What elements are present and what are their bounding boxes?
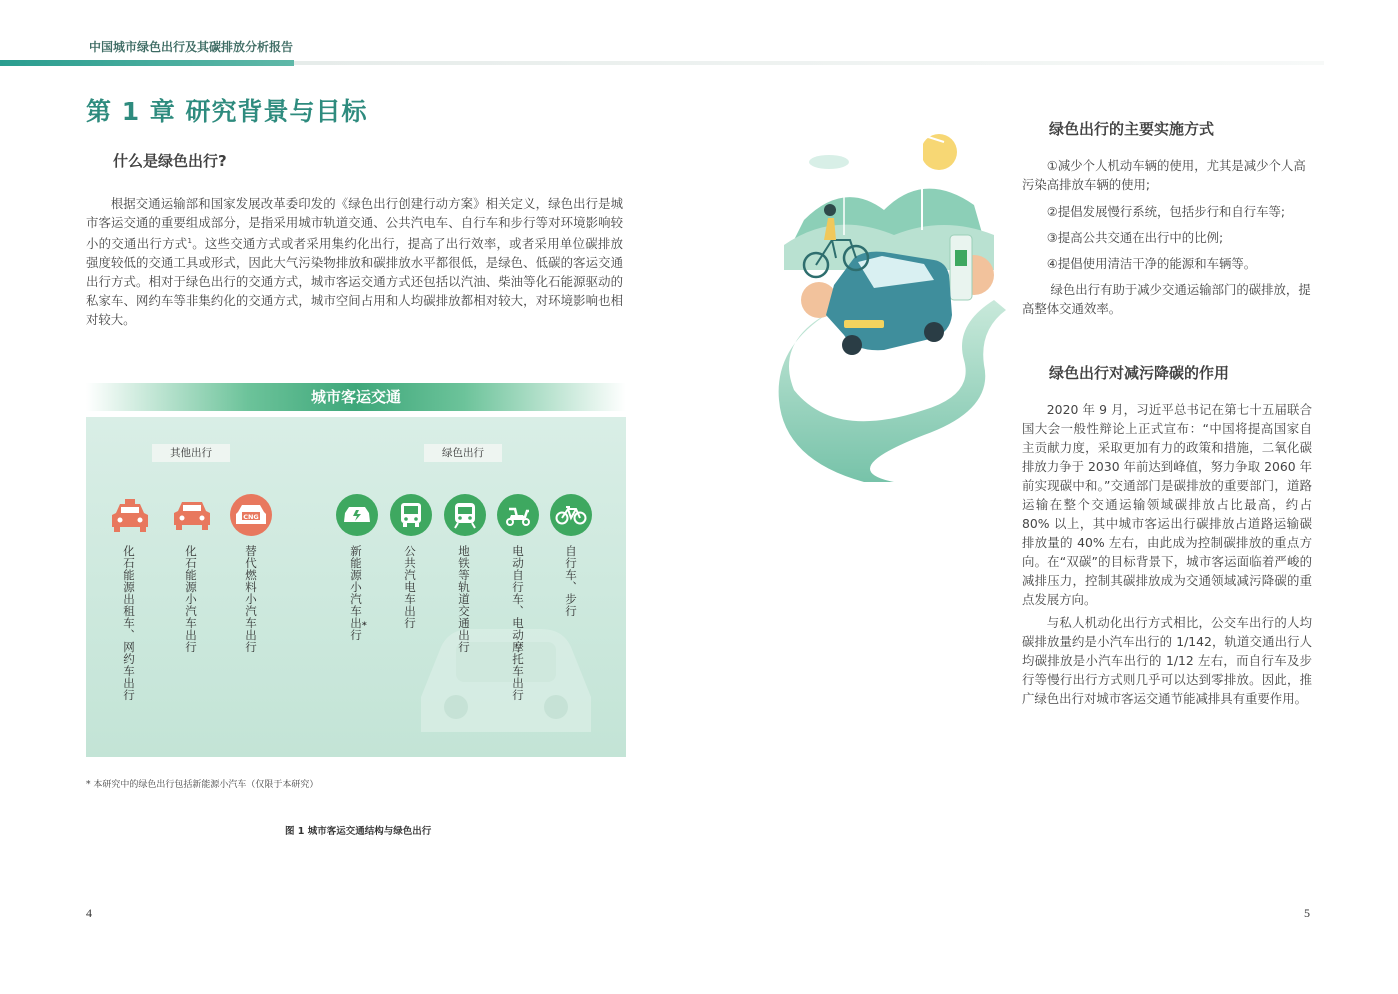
diagram-title: 城市客运交通 [86, 383, 626, 411]
ev-car-icon [336, 494, 378, 536]
label-bus: 公共汽电车出行 [403, 545, 417, 629]
report-header-title: 中国城市绿色出行及其碳排放分析报告 [89, 40, 294, 54]
background-car-icon [401, 607, 611, 747]
list-item: ③提高公共交通在出行中的比例; [1046, 230, 1224, 245]
green-travel-illustration [774, 110, 1006, 482]
list-item: ①减少个人机动车辆的使用，尤其是减少个人高污染高排放车辆的使用; [1022, 158, 1306, 192]
list-item: ④提倡使用清洁干净的能源和车辆等。 [1046, 256, 1257, 271]
category-other-travel: 其他出行 [152, 444, 230, 462]
figure-caption: 图 1 城市客运交通结构与绿色出行 [285, 826, 432, 837]
summary-text: 绿色出行有助于减少交通运输部门的碳排放，提高整体交通效率。 [1022, 282, 1311, 316]
intro-paragraph-part-b: 。这些交通方式或者采用集约化出行，提高了出行效率，或者采用单位碳排放强度较低的交通工具或形式，因此大气污染物排放和碳排放水平都很低，是绿色、低碳的客运交通出行方式。相对于绿色出行的交通方式，城市客运交通方式还包括以汽油、柴油等化石能源驱动的私家车、网约车等非集约化的交通方式，城市空间占用和人均碳排放都相对较大，对环境影响也相对较大。 [86, 236, 624, 328]
cng-label: CNG [243, 513, 259, 521]
section-title-implementation: 绿色出行的主要实施方式 [1049, 120, 1215, 138]
section-title-what-is-green-travel: 什么是绿色出行? [113, 152, 227, 170]
header-accent-bar [0, 60, 294, 66]
scooter-icon [497, 494, 539, 536]
cng-car-icon [230, 494, 272, 536]
intro-paragraph [86, 194, 623, 329]
diagram-footnote: * 本研究中的绿色出行包括新能源小汽车（仅限于本研究） [86, 780, 319, 790]
label-e-bike: 电动自行车、电动摩托车出行 [511, 545, 525, 701]
page-number-left: 4 [86, 906, 92, 920]
metro-icon [444, 494, 486, 536]
chapter-title: 第 1 章 研究背景与目标 [86, 97, 368, 126]
label-fossil-car: 化石能源小汽车出行 [184, 545, 198, 653]
bicycle-icon [550, 494, 592, 536]
label-metro: 地铁等轨道交通出行 [457, 545, 471, 653]
header-divider [294, 61, 1324, 65]
footnote-reference: 1 [187, 237, 192, 245]
section-title-carbon-reduction: 绿色出行对减污降碳的作用 [1049, 364, 1230, 382]
label-alt-fuel-car: 替代燃料小汽车出行 [244, 545, 258, 653]
intro-paragraph-part-a: 根据交通运输部和国家发展改革委印发的《绿色出行创建行动方案》相关定义，绿色出行是城市客运交通的重要组成部分，是指采用城市轨道交通、公共汽电车、自行车和步行等对环境影响较小的交通出行方式 [86, 196, 623, 252]
label-fossil-taxi: 化石能源出租车、网约车出行 [122, 545, 136, 701]
carbon-paragraph-1: 2020 年 9 月，习近平总书记在第七十五届联合国大会一般性辩论上正式宣布：“中国将提高国家自主贡献力度，采取更加有力的政策和措施，二氧化碳排放力争于 2030 年前达到峰值，努力争取 2060 年前实现碳中和。”交通部门是碳排放的重要部门，道路运输在整个交通运输领域碳排放占比最高，约占 80% 以上，其中城市客运出行碳排放占道路运输碳排放量的 40% 左右，由此成为控制碳排放的重点方向。在“双碳”的目标背景下，城市客运面临着严峻的减排压力，控制其碳排放成为交通领域减污降碳的重点发展方向。 [1022, 402, 1312, 607]
carbon-paragraph-2: 与私人机动化出行方式相比，公交车出行的人均碳排放量约是小汽车出行的 1/142，轨道交通出行人均碳排放是小汽车出行的 1/12 左右，而自行车及步行等慢行出行方式则几乎可以达到零排放。因此，推广绿色出行对城市客运交通节能减排具有重要作用。 [1022, 615, 1312, 706]
diagram-panel [86, 417, 626, 757]
label-bicycle-walk: 自行车、步行 [564, 545, 578, 617]
list-item: ②提倡发展慢行系统，包括步行和自行车等; [1046, 204, 1286, 219]
car-icon [171, 494, 213, 536]
implementation-list [1022, 156, 1312, 318]
category-green-travel: 绿色出行 [424, 444, 502, 462]
label-ev-car: 新能源小汽车出行 [349, 545, 363, 641]
taxi-icon [109, 494, 151, 536]
ev-footnote-mark: * [362, 621, 367, 631]
page-number-right: 5 [1304, 906, 1310, 920]
bus-icon [390, 494, 432, 536]
